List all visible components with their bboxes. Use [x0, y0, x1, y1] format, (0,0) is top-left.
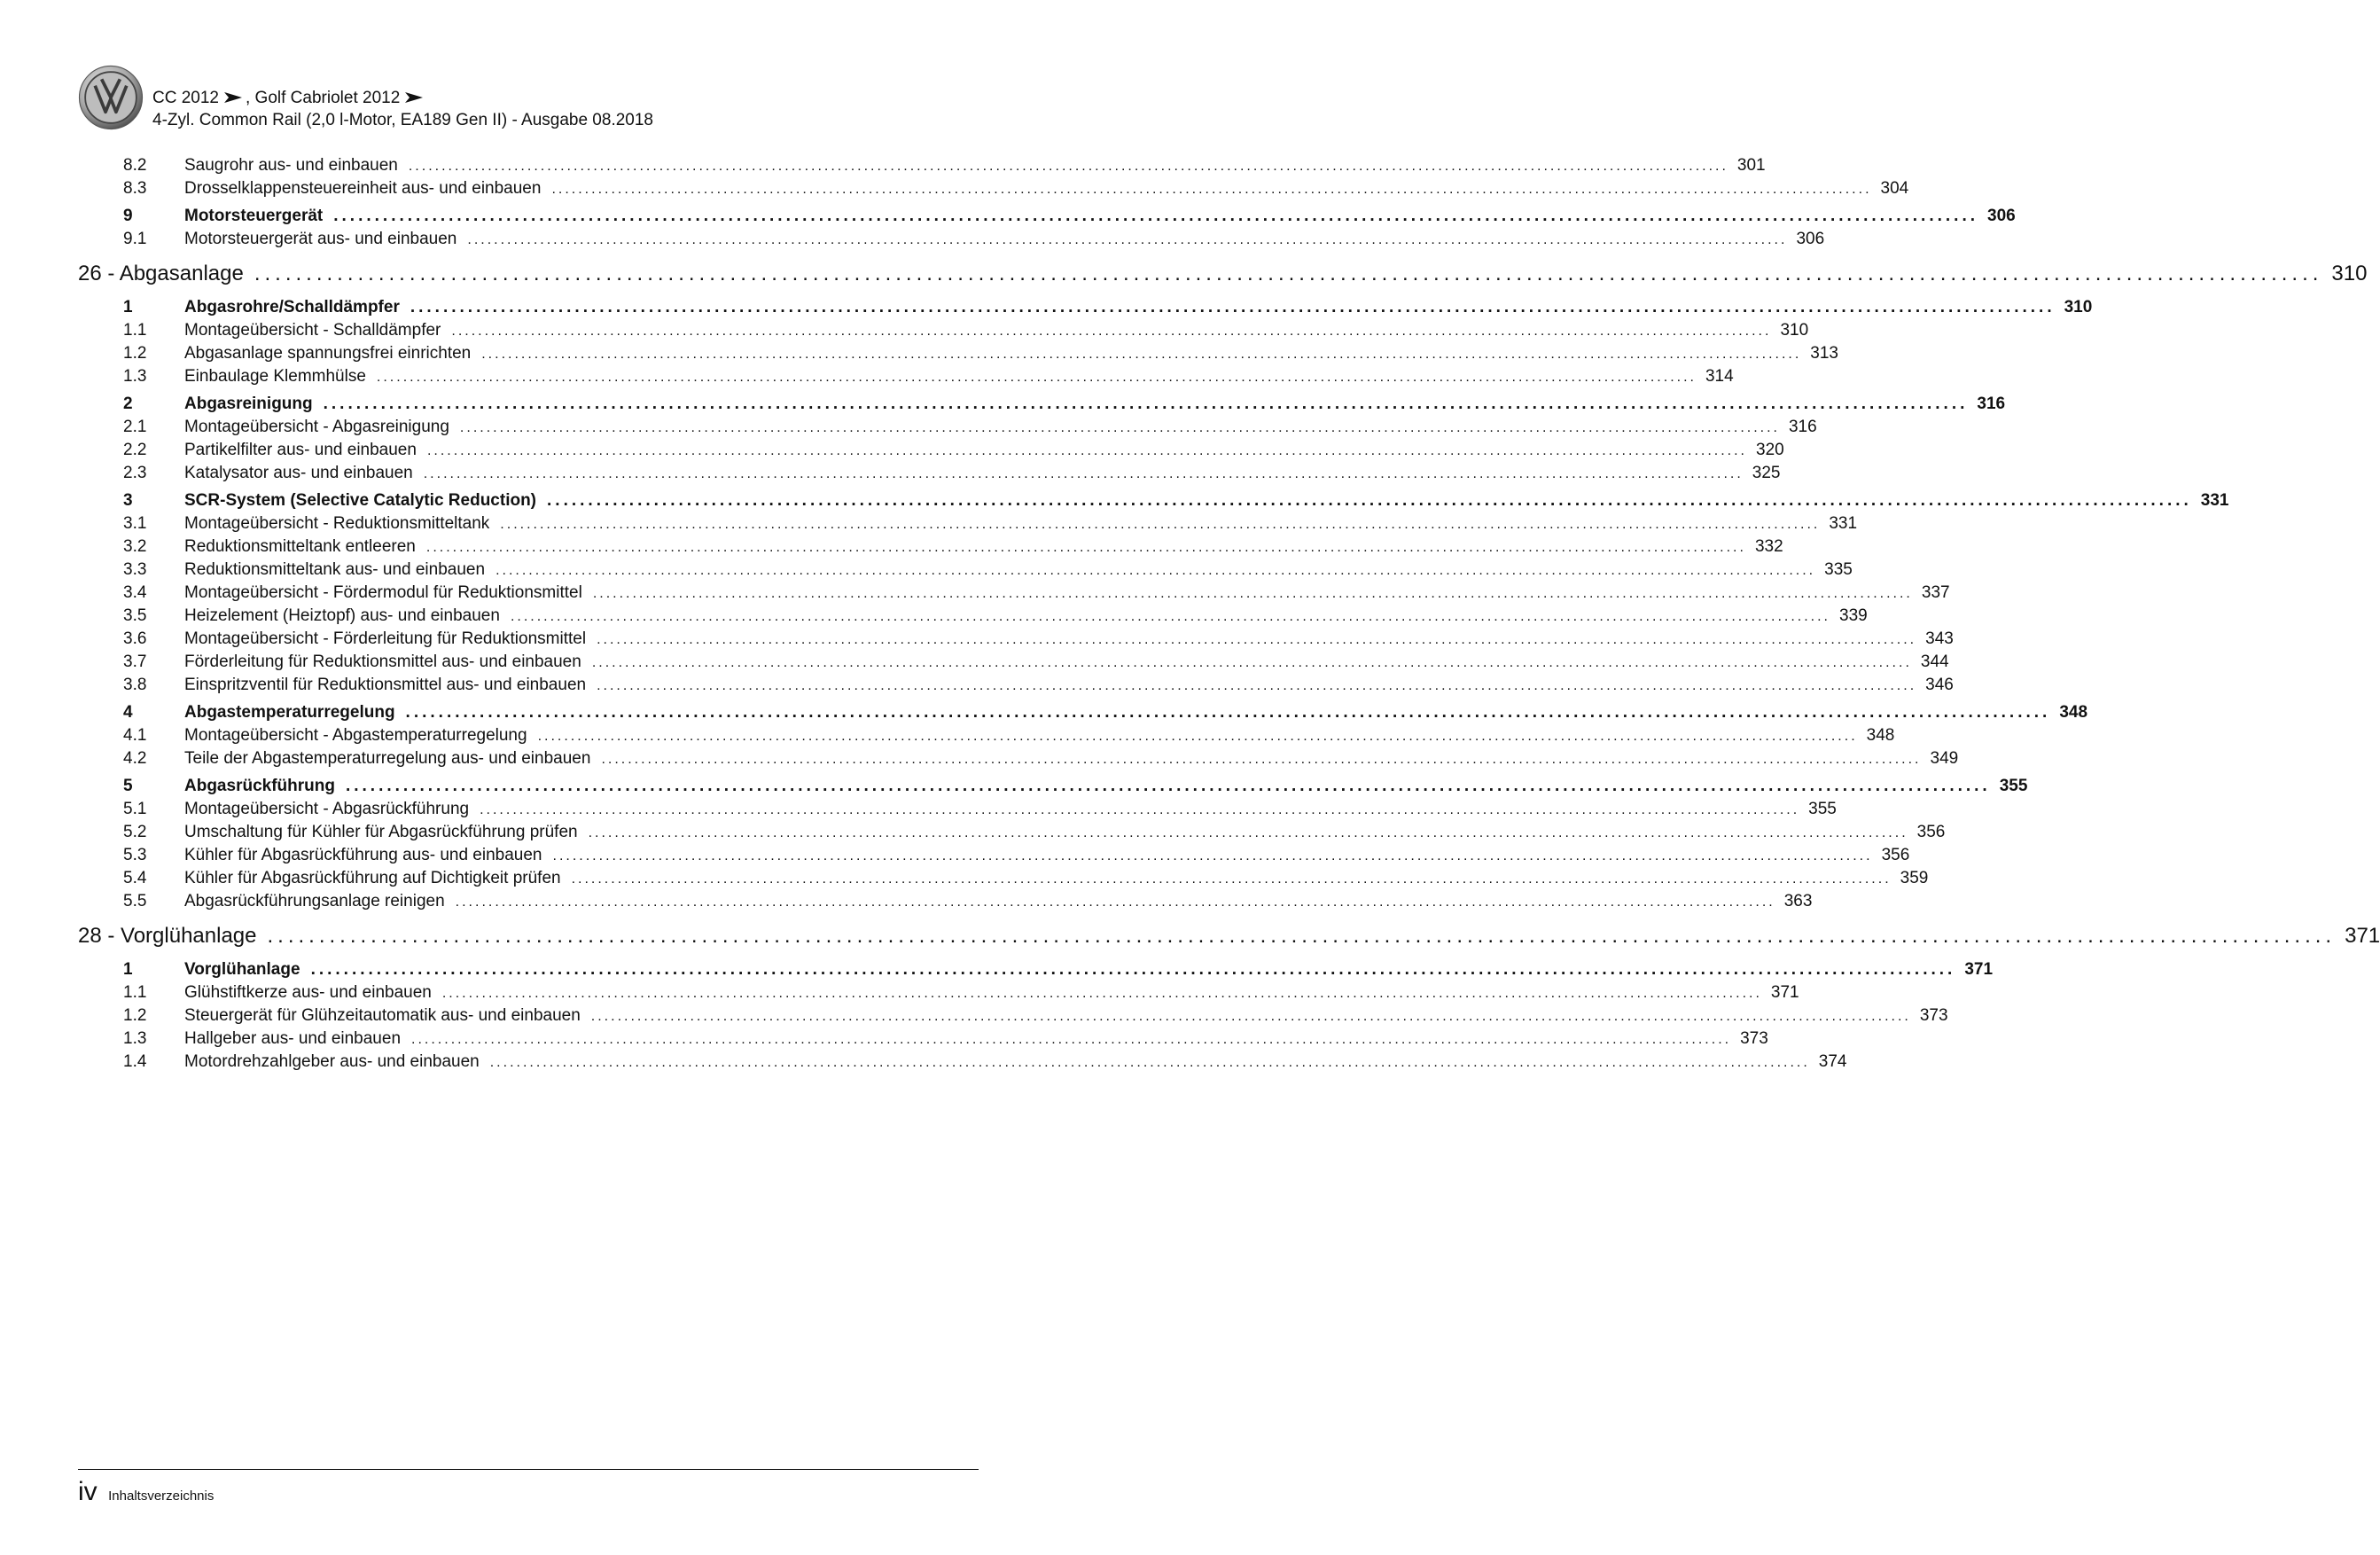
toc-title: Vorglühanlage: [184, 960, 300, 979]
toc-entry-row[interactable]: [78, 867, 1929, 890]
toc-number: 3.4: [123, 583, 147, 602]
toc-page-number: 371: [1770, 983, 1799, 1002]
toc-title: Abgastemperaturregelung: [184, 703, 395, 722]
toc-entry-row[interactable]: [78, 605, 1868, 628]
toc-number: 4.1: [123, 726, 147, 745]
toc-page-number: 355: [1808, 800, 1837, 818]
toc-number: 5.2: [123, 823, 147, 841]
toc-number: 4.2: [123, 749, 147, 768]
toc-number: 2.2: [123, 441, 147, 459]
toc-leader-dots: ........................................................................................................................................................................................................: [481, 347, 1802, 362]
toc-entry-row[interactable]: [78, 821, 1946, 844]
toc-title: Reduktionsmitteltank entleeren: [184, 537, 416, 556]
toc-page-number: 310: [1780, 321, 1809, 340]
toc-entry-row[interactable]: [78, 559, 1853, 582]
toc-leader-dots: ........................................................................................................................................................................................................: [376, 370, 1697, 385]
toc-entry-row[interactable]: [78, 439, 1784, 462]
toc-title: Montageübersicht - Reduktionsmitteltank: [184, 514, 490, 533]
toc-section-row[interactable]: [78, 205, 2016, 228]
toc-title: Umschaltung für Kühler für Abgasrückführung prüfen: [184, 823, 578, 841]
toc-number: 5.5: [123, 892, 147, 910]
toc-page-number: 371: [2345, 924, 2380, 948]
toc-leader-dots: ........................................................................................................................................................................................................: [267, 924, 2337, 948]
toc-entry-row[interactable]: [78, 674, 1954, 697]
toc-section-row[interactable]: [78, 489, 2229, 512]
toc-page-number: 339: [1839, 606, 1868, 625]
toc-section-row[interactable]: [78, 775, 2028, 798]
toc-page-number: 306: [1796, 230, 1825, 248]
toc-page-number: 374: [1818, 1052, 1847, 1071]
toc-leader-dots: ........................................................................................................................................................................................................: [467, 232, 1788, 247]
toc-page-number: 306: [1987, 207, 2016, 225]
toc-number: 9.1: [123, 230, 147, 248]
toc-number: 3.1: [123, 514, 147, 533]
toc-title: Katalysator aus- und einbauen: [184, 464, 413, 482]
toc-title: Montageübersicht - Abgasreinigung: [184, 418, 449, 436]
toc-title: Montageübersicht - Abgasrückführung: [184, 800, 470, 818]
toc-leader-dots: ........................................................................................................................................................................................................: [411, 1032, 1732, 1047]
header-engine-edition: 4-Zyl. Common Rail (2,0 l-Motor, EA189 Gen II) - Ausgabe 08.2018: [152, 111, 653, 129]
toc-leader-dots: ........................................................................................................................................................................................................: [310, 960, 1956, 979]
toc-leader-dots: ........................................................................................................................................................................................................: [408, 159, 1728, 174]
toc-leader-dots: ........................................................................................................................................................................................................: [496, 563, 1816, 578]
toc-leader-dots: ........................................................................................................................................................................................................: [601, 752, 1922, 767]
toc-page-number: 331: [1829, 514, 1858, 533]
toc-title: Reduktionsmitteltank aus- und einbauen: [184, 560, 486, 579]
toc-entry-row[interactable]: [78, 228, 1825, 251]
toc-entry-row[interactable]: [78, 798, 1837, 821]
toc-title: Glühstiftkerze aus- und einbauen: [184, 983, 432, 1002]
toc-page-number: 348: [2059, 703, 2088, 722]
toc-number: 3.2: [123, 537, 147, 556]
toc-number: 2.1: [123, 418, 147, 436]
toc-number: 1.3: [123, 367, 147, 386]
toc-page-number: 313: [1810, 344, 1838, 363]
toc-page-number: 310: [2331, 262, 2368, 285]
toc-number: 1.2: [123, 344, 147, 363]
toc-number: 3.3: [123, 560, 147, 579]
toc-title: Abgasrückführungsanlage reinigen: [184, 892, 445, 910]
toc-leader-dots: ........................................................................................................................................................................................................: [537, 729, 1858, 744]
toc-title: Montageübersicht - Abgastemperaturregelung: [184, 726, 527, 745]
toc-page-number: 359: [1900, 869, 1929, 887]
arrow-right-icon: [224, 91, 242, 104]
page-footer: [78, 1477, 214, 1507]
toc-page-number: 356: [1916, 823, 1946, 841]
toc-leader-dots: ........................................................................................................................................................................................................: [333, 207, 1979, 225]
toc-number: 2.3: [123, 464, 147, 482]
toc-entry-row[interactable]: [78, 890, 1813, 913]
toc-leader-dots: ........................................................................................................................................................................................................: [423, 466, 1744, 481]
toc-page-number: 332: [1754, 537, 1783, 556]
toc-entry-row[interactable]: [78, 177, 1909, 200]
header-model-golf: , Golf Cabriolet 2012: [246, 89, 401, 107]
toc-leader-dots: ........................................................................................................................................................................................................: [551, 182, 1872, 197]
toc-number: 1.2: [123, 1006, 147, 1025]
toc-leader-dots: ........................................................................................................................................................................................................: [441, 986, 1762, 1001]
toc-leader-dots: ........................................................................................................................................................................................................: [480, 802, 1800, 817]
toc-leader-dots: ........................................................................................................................................................................................................: [592, 586, 1913, 601]
toc-number: 1.1: [123, 983, 147, 1002]
footer-divider: [78, 1469, 979, 1470]
toc-leader-dots: ........................................................................................................................................................................................................: [425, 540, 1746, 555]
toc-number: 3.5: [123, 606, 147, 625]
toc-title: Partikelfilter aus- und einbauen: [184, 441, 417, 459]
toc-title: 28 - Vorglühanlage: [78, 924, 257, 948]
toc-number: 8.2: [123, 156, 147, 175]
toc-page-number: 335: [1824, 560, 1853, 579]
toc-chapter-row[interactable]: [78, 256, 2368, 292]
toc-entry-row[interactable]: [78, 365, 1734, 388]
toc-number: 8.3: [123, 179, 147, 198]
toc-leader-dots: ........................................................................................................................................................................................................: [510, 609, 1830, 624]
table-of-contents: [78, 154, 2380, 1074]
toc-leader-dots: ........................................................................................................................................................................................................: [500, 517, 1821, 532]
toc-leader-dots: ........................................................................................................................................................................................................: [459, 420, 1780, 435]
toc-number: 3.6: [123, 629, 147, 648]
toc-page-number: 316: [1788, 418, 1817, 436]
toc-section-row[interactable]: [78, 296, 2093, 319]
toc-number: 1.3: [123, 1029, 147, 1048]
toc-number: 5.1: [123, 800, 147, 818]
toc-number: 5.4: [123, 869, 147, 887]
toc-entry-row[interactable]: [78, 651, 1949, 674]
toc-page-number: 304: [1880, 179, 1909, 198]
toc-page-number: 363: [1783, 892, 1813, 910]
toc-page-number: 343: [1925, 629, 1954, 648]
toc-title: Einbaulage Klemmhülse: [184, 367, 366, 386]
toc-title: Motorsteuergerät: [184, 207, 324, 225]
toc-leader-dots: ........................................................................................................................................................................................................: [597, 632, 1917, 647]
toc-page-number: 373: [1919, 1006, 1948, 1025]
toc-entry-row[interactable]: [78, 319, 1809, 342]
toc-title: Saugrohr aus- und einbauen: [184, 156, 398, 175]
toc-page-number: 356: [1881, 846, 1910, 864]
toc-number: 9: [123, 207, 133, 225]
toc-entry-row[interactable]: [78, 747, 1959, 770]
toc-leader-dots: ........................................................................................................................................................................................................: [552, 848, 1873, 863]
toc-section-row[interactable]: [78, 701, 2088, 724]
toc-page-number: 325: [1752, 464, 1781, 482]
toc-section-row[interactable]: [78, 393, 2006, 416]
toc-section-row[interactable]: [78, 958, 1994, 981]
toc-title: Motorsteuergerät aus- und einbauen: [184, 230, 457, 248]
toc-number: 1.4: [123, 1052, 147, 1071]
toc-leader-dots: ........................................................................................................................................................................................................: [455, 895, 1775, 910]
toc-entry-row[interactable]: [78, 1051, 1847, 1074]
toc-page-number: 349: [1930, 749, 1959, 768]
toc-entry-row[interactable]: [78, 844, 1910, 867]
toc-number: 1.1: [123, 321, 147, 340]
header-models: [152, 89, 426, 108]
toc-leader-dots: ........................................................................................................................................................................................................: [410, 298, 2056, 316]
toc-title: Abgasreinigung: [184, 395, 313, 413]
toc-title: Montageübersicht - Schalldämpfer: [184, 321, 441, 340]
toc-title: Abgasanlage spannungsfrei einrichten: [184, 344, 472, 363]
toc-leader-dots: ........................................................................................................................................................................................................: [451, 324, 1772, 339]
toc-leader-dots: ........................................................................................................................................................................................................: [426, 443, 1747, 458]
toc-title: Hallgeber aus- und einbauen: [184, 1029, 402, 1048]
vw-logo-icon: [78, 65, 144, 130]
toc-entry-row[interactable]: [78, 535, 1783, 559]
toc-title: Einspritzventil für Reduktionsmittel aus- und einbauen: [184, 676, 587, 694]
toc-title: Motordrehzahlgeber aus- und einbauen: [184, 1052, 480, 1071]
toc-title: 26 - Abgasanlage: [78, 262, 244, 285]
toc-page-number: 331: [2200, 491, 2229, 510]
toc-page-number: 314: [1705, 367, 1734, 386]
toc-number: 1: [123, 298, 133, 316]
footer-label: Inhaltsverzeichnis: [108, 1489, 215, 1504]
toc-entry-row[interactable]: [78, 512, 1858, 535]
toc-entry-row[interactable]: [78, 342, 1838, 365]
toc-title: Heizelement (Heiztopf) aus- und einbauen: [184, 606, 500, 625]
toc-entry-row[interactable]: [78, 981, 1799, 1004]
toc-chapter-row[interactable]: [78, 918, 2380, 954]
toc-title: SCR-System (Selective Catalytic Reduction): [184, 491, 537, 510]
toc-entry-row[interactable]: [78, 1028, 1768, 1051]
footer-page-number: iv: [78, 1477, 98, 1506]
toc-entry-row[interactable]: [78, 582, 1950, 605]
toc-number: 3.7: [123, 652, 147, 671]
arrow-right-icon: [405, 91, 423, 104]
toc-number: 3.8: [123, 676, 147, 694]
toc-page-number: 316: [1977, 395, 2006, 413]
toc-page-number: 371: [1964, 960, 1994, 979]
toc-leader-dots: ........................................................................................................................................................................................................: [571, 871, 1892, 887]
toc-entry-row[interactable]: [78, 462, 1781, 485]
toc-page-number: 320: [1756, 441, 1784, 459]
toc-number: 3: [123, 491, 133, 510]
toc-title: Kühler für Abgasrückführung aus- und einbauen: [184, 846, 542, 864]
toc-entry-row[interactable]: [78, 628, 1954, 651]
toc-leader-dots: ........................................................................................................................................................................................................: [345, 777, 1991, 795]
toc-title: Kühler für Abgasrückführung auf Dichtigkeit prüfen: [184, 869, 561, 887]
toc-page-number: 301: [1736, 156, 1766, 175]
toc-page-number: 344: [1920, 652, 1949, 671]
toc-leader-dots: ........................................................................................................................................................................................................: [590, 1009, 1911, 1024]
toc-page-number: 346: [1925, 676, 1954, 694]
toc-title: Drosselklappensteuereinheit aus- und einbauen: [184, 179, 542, 198]
toc-title: Steuergerät für Glühzeitautomatik aus- und einbauen: [184, 1006, 581, 1025]
toc-leader-dots: ........................................................................................................................................................................................................: [405, 703, 2051, 722]
toc-title: Teile der Abgastemperaturregelung aus- und einbauen: [184, 749, 591, 768]
toc-page-number: 348: [1866, 726, 1895, 745]
toc-leader-dots: ........................................................................................................................................................................................................: [489, 1055, 1810, 1070]
toc-number: 1: [123, 960, 133, 979]
toc-number: 5: [123, 777, 133, 795]
toc-title: Abgasrohre/Schalldämpfer: [184, 298, 400, 316]
toc-leader-dots: ........................................................................................................................................................................................................: [254, 262, 2323, 285]
toc-number: 4: [123, 703, 133, 722]
toc-leader-dots: ........................................................................................................................................................................................................: [591, 655, 1912, 670]
page-header: [78, 62, 982, 133]
toc-entry-row[interactable]: [78, 154, 1766, 177]
toc-page-number: 355: [1999, 777, 2028, 795]
toc-number: 2: [123, 395, 133, 413]
toc-title: Abgasrückführung: [184, 777, 335, 795]
toc-leader-dots: ........................................................................................................................................................................................................: [588, 825, 1908, 840]
header-model-cc: CC 2012: [152, 89, 219, 107]
toc-page-number: 373: [1740, 1029, 1768, 1048]
toc-entry-row[interactable]: [78, 724, 1895, 747]
toc-title: Montageübersicht - Fördermodul für Reduktionsmittel: [184, 583, 582, 602]
toc-title: Montageübersicht - Förderleitung für Reduktionsmittel: [184, 629, 587, 648]
toc-page-number: 337: [1921, 583, 1950, 602]
toc-leader-dots: ........................................................................................................................................................................................................: [547, 491, 2192, 510]
toc-entry-row[interactable]: [78, 1004, 1948, 1028]
toc-leader-dots: ........................................................................................................................................................................................................: [323, 395, 1969, 413]
toc-entry-row[interactable]: [78, 416, 1817, 439]
toc-number: 5.3: [123, 846, 147, 864]
toc-title: Förderleitung für Reduktionsmittel aus- und einbauen: [184, 652, 581, 671]
toc-page-number: 310: [2064, 298, 2093, 316]
toc-leader-dots: ........................................................................................................................................................................................................: [597, 678, 1917, 693]
